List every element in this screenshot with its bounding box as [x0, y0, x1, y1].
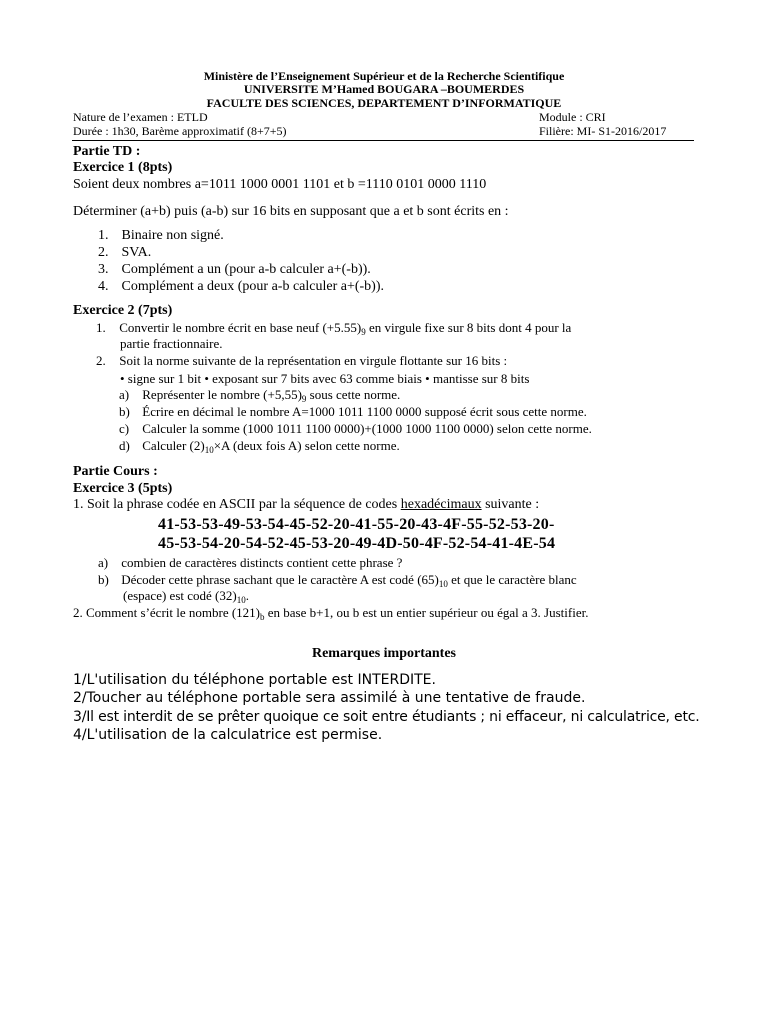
sub-question-label: a): [119, 387, 130, 402]
sub-question-text: Écrire en décimal le nombre A=1000 1011 1100 0000 supposé écrit sous cette norme.: [142, 404, 587, 419]
list-item-text: Complément a deux (pour a-b calculer a+(-b)).: [121, 279, 385, 294]
sub-question-text: .: [245, 588, 249, 603]
exercise-3-question-2: [73, 605, 588, 622]
sub-question-text: (espace) est codé (32): [123, 588, 237, 603]
question-text: en base b+1, ou b est un entier supérieur ou égal a 3. Justifier.: [264, 605, 589, 620]
list-item-text: Soit la norme suivante de la représentation en virgule flottante sur 16 bits :: [119, 353, 508, 368]
remark-item: 4/L'utilisation de la calculatrice est permise.: [73, 727, 383, 743]
exam-module: Module : CRI: [539, 110, 606, 124]
list-item-number: 2.: [98, 245, 109, 260]
base-subscript: b: [260, 612, 265, 622]
sub-question-label: d): [119, 438, 130, 453]
faculty-heading: FACULTE DES SCIENCES, DEPARTEMENT D’INFORMATIQUE: [206, 96, 562, 110]
list-item: [98, 228, 224, 244]
list-item: [98, 245, 151, 261]
base-subscript: 10: [204, 445, 214, 455]
base-subscript: 10: [438, 579, 448, 589]
sub-question-text: Décoder cette phrase sachant que le caractère A est codé (65): [121, 572, 439, 587]
ministry-heading: Ministère de l’Enseignement Supérieur et de la Recherche Scientifique: [203, 69, 565, 83]
list-item-text: SVA.: [121, 245, 152, 260]
exercise-2-item-1-continuation: partie fractionnaire.: [120, 336, 223, 351]
sub-question-text: Calculer (2): [142, 438, 205, 453]
list-item-text: Complément a un (pour a-b calculer a+(-b)).: [121, 262, 371, 277]
ascii-sequence-line-1: 41-53-53-49-53-54-45-52-20-41-55-20-43-4F-55-52-53-20-: [158, 516, 555, 533]
question-text: suivante :: [481, 497, 540, 512]
exercise-1-question: Déterminer (a+b) puis (a-b) sur 16 bits en supposant que a et b sont écrits en :: [73, 204, 509, 219]
list-item-number: 4.: [98, 279, 109, 294]
remark-item: 1/L'utilisation du téléphone portable est INTERDITE.: [73, 672, 436, 688]
sub-question-b: [98, 572, 577, 589]
question-text: 2. Comment s’écrit le nombre (121): [73, 605, 261, 620]
exercise-2-item-2: [96, 353, 507, 369]
list-item-number: 3.: [98, 262, 109, 277]
sub-question-text: Représenter le nombre (+5,55): [142, 387, 302, 402]
exercise-1-title: Exercice 1 (8pts): [73, 160, 173, 175]
exercise-3-title: Exercice 3 (5pts): [73, 481, 173, 496]
sub-question-c: [119, 421, 592, 437]
sub-question-text: sous cette norme.: [306, 387, 401, 402]
ascii-sequence-line-2: 45-53-54-20-54-52-45-53-20-49-4D-50-4F-52-54-41-4E-54: [158, 535, 556, 552]
base-subscript: 9: [301, 394, 307, 404]
sub-question-b: [119, 404, 587, 420]
university-heading: UNIVERSITE M’Hamed BOUGARA –BOUMERDES: [243, 82, 525, 96]
list-item-number: 1.: [98, 228, 109, 243]
sub-question-label: b): [119, 404, 130, 419]
exercise-2-item-1: [96, 320, 571, 337]
float-format-bullets: • signe sur 1 bit • exposant sur 7 bits avec 63 comme biais • mantisse sur 8 bits: [120, 371, 530, 386]
list-item-text: Convertir le nombre écrit en base neuf (+5.55): [119, 320, 362, 335]
sub-question-text: combien de caractères distincts contient cette phrase ?: [121, 555, 403, 570]
sub-question-label: b): [98, 572, 109, 587]
list-item-text: en virgule fixe sur 8 bits dont 4 pour la: [365, 320, 572, 335]
list-item-number: 2.: [96, 353, 106, 368]
list-item-text: Binaire non signé.: [121, 228, 224, 243]
list-item: [98, 262, 371, 278]
exam-duration: Durée : 1h30, Barème approximatif (8+7+5): [73, 124, 287, 138]
sub-question-text: Calculer la somme (1000 1011 1100 0000)+(1000 1000 1100 0000) selon cette norme.: [142, 421, 592, 436]
header-divider: [72, 140, 694, 141]
sub-question-label: c): [119, 421, 130, 436]
partie-td-heading: Partie TD :: [73, 144, 141, 159]
exercise-1-statement: Soient deux nombres a=1011 1000 0001 1101 et b =1110 0101 0000 1110: [73, 177, 487, 192]
exercise-3-question-1: [73, 497, 539, 513]
sub-question-text: et que le caractère blanc: [447, 572, 577, 587]
sub-question-d: [119, 438, 400, 455]
list-item: [98, 279, 384, 295]
remark-item: 3/Il est interdit de se prêter quoique ce soit entre étudiants ; ni effaceur, ni calculatrice, etc.: [73, 709, 700, 725]
sub-question-text: ×A (deux fois A) selon cette norme.: [213, 438, 400, 453]
sub-question-a: [98, 555, 402, 571]
exam-filiere: Filière: MI- S1-2016/2017: [539, 124, 667, 138]
sub-question-b-continuation: [123, 588, 249, 605]
remarks-title: Remarques importantes: [311, 646, 456, 661]
list-item-number: 1.: [96, 320, 106, 335]
sub-question-label: a): [98, 555, 109, 570]
sub-question-a: [119, 387, 400, 404]
partie-cours-heading: Partie Cours :: [73, 464, 158, 479]
exercise-2-title: Exercice 2 (7pts): [73, 303, 173, 318]
question-text: 1. Soit la phrase codée en ASCII par la séquence de codes: [73, 497, 401, 512]
exam-nature: Nature de l’examen : ETLD: [73, 110, 208, 124]
underlined-term: hexadécimaux: [400, 497, 482, 512]
base-subscript: 9: [361, 327, 366, 337]
remark-item: 2/Toucher au téléphone portable sera assimilé à une tentative de fraude.: [73, 690, 586, 706]
base-subscript: 10: [236, 595, 246, 605]
